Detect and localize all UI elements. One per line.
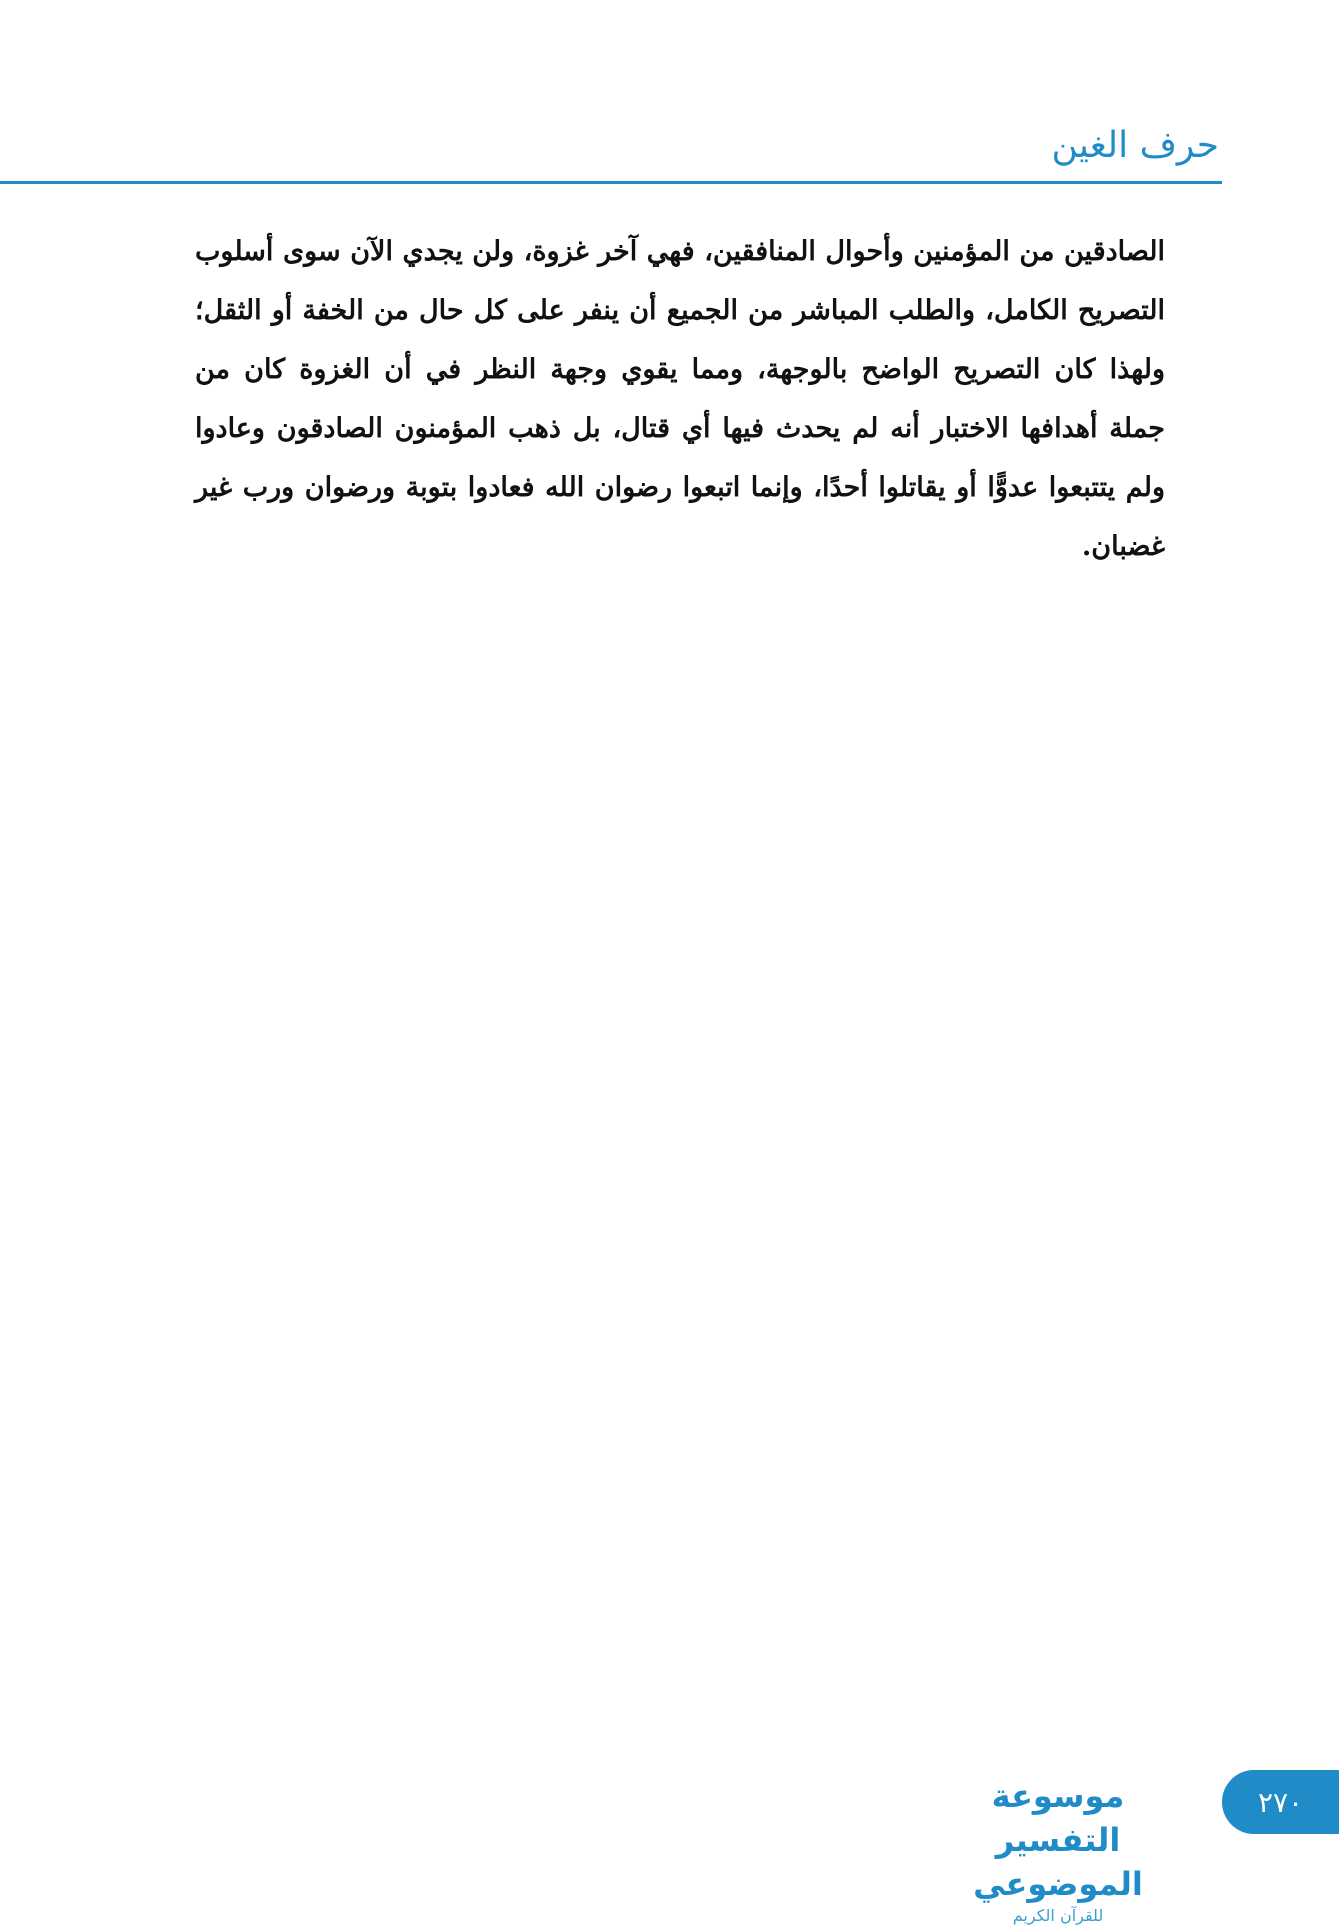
- encyclopedia-logo: [928, 1774, 1188, 1925]
- header-divider: [0, 181, 1222, 184]
- page-number: ٢٧٠: [1257, 1785, 1304, 1819]
- logo-subtitle: للقرآن الكريم: [1012, 1906, 1104, 1925]
- running-header-title: حرف الغين: [1051, 125, 1219, 166]
- page-number-badge: [1222, 1770, 1339, 1834]
- logo-title: موسوعة التفسير الموضوعي: [973, 1777, 1143, 1903]
- body-paragraph: الصادقين من المؤمنين وأحوال المنافقين، فهي آخر غزوة، ولن يجدي الآن سوى أسلوب التصريح الكامل، والطلب المباشر من الجميع أن ينفر على كل حال من الخفة أو الثقل؛ ولهذا كان التصريح الواضح بالوجهة، ومما يقوي وجهة النظر في أن الغزوة كان من جملة أهدافها الاختبار أنه لم يحدث فيها أي قتال، بل ذهب المؤمنون الصادقون وعادوا ولم يتتبعوا عدوًّا أو يقاتلوا أحدًا، وإنما اتبعوا رضوان الله فعادوا بتوبة ورضوان ورب غير غضبان.: [195, 236, 1165, 562]
